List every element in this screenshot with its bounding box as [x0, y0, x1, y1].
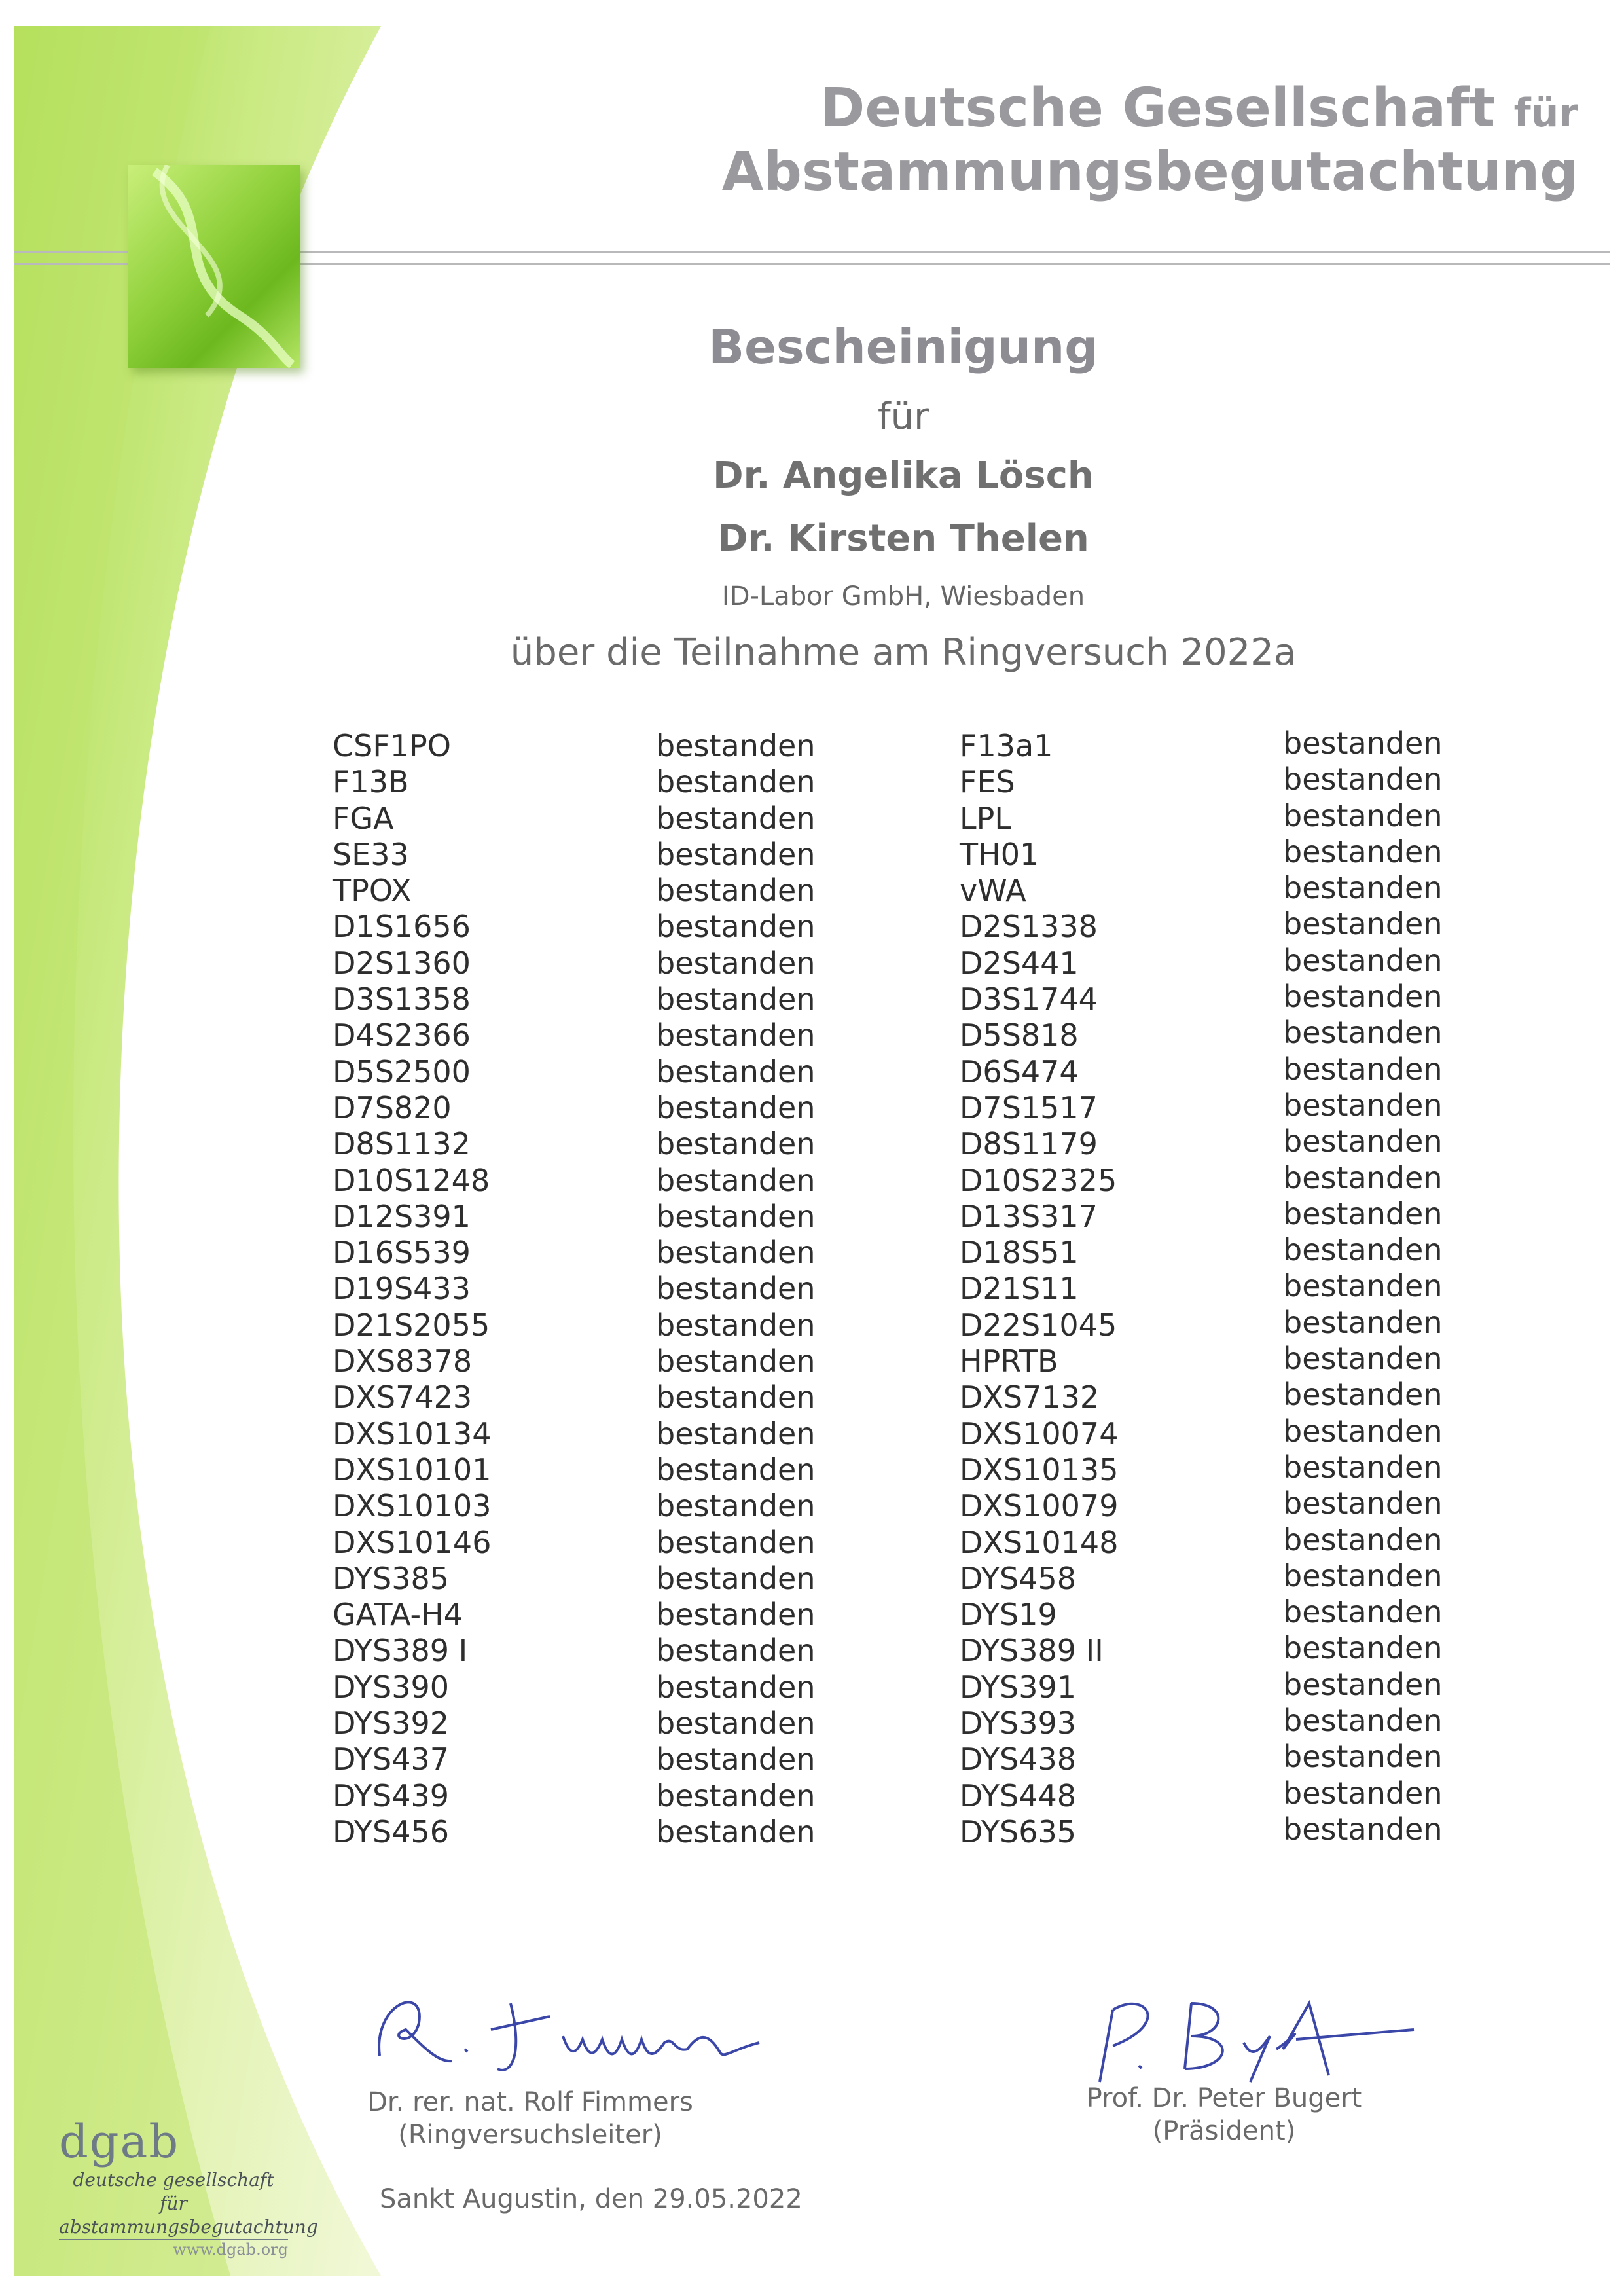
marker-name: FGA: [333, 800, 394, 836]
recipient-name-2: Dr. Kirsten Thelen: [717, 517, 1089, 560]
result-cell: bestanden: [656, 1343, 816, 1379]
marker-name: F13B: [333, 764, 409, 800]
marker-name: DXS10135: [960, 1451, 1119, 1487]
result-cell: bestanden: [1283, 1015, 1443, 1051]
result-cell: bestanden: [1283, 1195, 1443, 1231]
result-cell: bestanden: [1283, 870, 1443, 906]
result-cell: bestanden: [656, 1271, 816, 1307]
marker-list-right: [960, 728, 1118, 1850]
marker-name: D4S2366: [333, 1017, 471, 1053]
marker-name: D5S2500: [333, 1053, 471, 1089]
result-cell: bestanden: [656, 1777, 816, 1813]
result-cell: bestanden: [1283, 1811, 1443, 1847]
result-cell: bestanden: [1283, 1304, 1443, 1340]
marker-name: DYS389 I: [333, 1633, 468, 1669]
result-cell: bestanden: [1283, 1377, 1443, 1413]
result-cell: bestanden: [656, 1379, 816, 1415]
result-cell: bestanden: [1283, 1558, 1443, 1594]
marker-name: D7S820: [333, 1089, 452, 1125]
place-and-date: Sankt Augustin, den 29.05.2022: [380, 2184, 803, 2214]
result-cell: bestanden: [656, 1597, 816, 1633]
result-cell: bestanden: [1283, 725, 1443, 761]
marker-name: DYS390: [333, 1669, 450, 1705]
result-cell: bestanden: [656, 1451, 816, 1487]
marker-name: DYS458: [960, 1560, 1077, 1596]
result-cell: bestanden: [656, 1162, 816, 1198]
participation-line: über die Teilnahme am Ringversuch 2022a: [510, 631, 1297, 674]
result-cell: bestanden: [656, 909, 816, 945]
result-cell: bestanden: [656, 1235, 816, 1271]
result-cell: bestanden: [656, 1669, 816, 1705]
signatory-left: [367, 2086, 694, 2151]
marker-name: D12S391: [333, 1198, 471, 1234]
result-cell: bestanden: [1283, 942, 1443, 978]
marker-name: LPL: [960, 800, 1011, 836]
dgab-logo: [59, 2115, 318, 2259]
logo-url: www.dgab.org: [173, 2240, 288, 2259]
organization-heading: [722, 77, 1578, 204]
result-cell: bestanden: [656, 1488, 816, 1524]
marker-name: GATA-H4: [333, 1597, 463, 1633]
signature-fimmers: [367, 1977, 772, 2082]
marker-name: vWA: [960, 873, 1026, 909]
result-cell: bestanden: [1283, 1775, 1443, 1811]
marker-name: DXS10134: [333, 1415, 492, 1451]
marker-name: D21S11: [960, 1271, 1079, 1307]
result-cell: bestanden: [1283, 1666, 1443, 1702]
result-cell: bestanden: [1283, 1268, 1443, 1304]
org-name-line2: Abstammungsbegutachtung: [721, 140, 1578, 203]
marker-name: DXS7132: [960, 1379, 1100, 1415]
logo-line1: deutsche gesellschaft für: [73, 2169, 274, 2214]
marker-name: D2S1360: [333, 945, 471, 981]
signatory-left-name: Dr. rer. nat. Rolf Fimmers: [367, 2087, 693, 2117]
result-cell: bestanden: [656, 1126, 816, 1162]
marker-name: D16S539: [333, 1235, 471, 1271]
result-cell: bestanden: [1283, 1703, 1443, 1739]
result-cell: bestanden: [656, 945, 816, 981]
marker-name: D19S433: [333, 1271, 471, 1307]
result-cell: bestanden: [1283, 833, 1443, 869]
result-cell: bestanden: [656, 836, 816, 872]
marker-name: D3S1358: [333, 981, 471, 1017]
marker-name: SE33: [333, 836, 409, 872]
marker-name: D18S51: [960, 1235, 1079, 1271]
result-cell: bestanden: [1283, 1522, 1443, 1558]
marker-name: D6S474: [960, 1053, 1079, 1089]
marker-name: D10S1248: [333, 1162, 490, 1198]
marker-name: D5S818: [960, 1017, 1079, 1053]
marker-name: D21S2055: [333, 1307, 490, 1343]
result-list-right: [1283, 725, 1443, 1848]
marker-name: DYS19: [960, 1597, 1057, 1633]
result-cell: bestanden: [1283, 1485, 1443, 1522]
recipient-name-1: Dr. Angelika Lösch: [713, 454, 1094, 497]
result-cell: bestanden: [1283, 1739, 1443, 1775]
marker-name: CSF1PO: [333, 728, 451, 763]
marker-name: D13S317: [960, 1198, 1098, 1234]
result-cell: bestanden: [656, 1198, 816, 1234]
marker-name: DYS385: [333, 1560, 450, 1596]
marker-name: D10S2325: [960, 1162, 1117, 1198]
logo-line2: abstammungsbegutachtung: [59, 2215, 288, 2240]
result-cell: bestanden: [656, 1017, 816, 1053]
result-cell: bestanden: [656, 800, 816, 836]
marker-name: HPRTB: [960, 1343, 1058, 1379]
result-cell: bestanden: [1283, 1051, 1443, 1087]
logo-wordmark: dgab: [59, 2115, 180, 2168]
result-cell: bestanden: [1283, 979, 1443, 1015]
marker-name: D3S1744: [960, 981, 1098, 1017]
result-cell: bestanden: [656, 1741, 816, 1777]
signatory-left-role: (Ringversuchsleiter): [398, 2120, 662, 2150]
marker-name: DXS7423: [333, 1379, 473, 1415]
marker-name: DXS10148: [960, 1524, 1119, 1560]
result-cell: bestanden: [656, 1705, 816, 1741]
result-cell: bestanden: [1283, 1123, 1443, 1159]
marker-name: TPOX: [333, 873, 412, 909]
signature-bugert: [1087, 1984, 1427, 2088]
result-cell: bestanden: [656, 873, 816, 909]
marker-list-left: [333, 728, 491, 1850]
for-label: für: [877, 395, 929, 438]
result-cell: bestanden: [656, 981, 816, 1017]
result-cell: bestanden: [1283, 1413, 1443, 1449]
org-name-fuer: für: [1513, 90, 1578, 136]
signatory-right-role: (Präsident): [1152, 2116, 1296, 2146]
certificate-title: Bescheinigung: [708, 319, 1098, 374]
signatory-right-name: Prof. Dr. Peter Bugert: [1086, 2083, 1362, 2113]
marker-name: DYS456: [333, 1813, 450, 1850]
marker-name: DYS392: [333, 1705, 450, 1741]
result-cell: bestanden: [656, 1813, 816, 1850]
marker-name: DYS393: [960, 1705, 1077, 1741]
marker-name: DXS10101: [333, 1451, 492, 1487]
result-cell: bestanden: [1283, 1449, 1443, 1485]
result-cell: bestanden: [1283, 1341, 1443, 1377]
result-list-left: [656, 728, 816, 1850]
result-cell: bestanden: [656, 1524, 816, 1560]
marker-name: D8S1132: [333, 1126, 471, 1162]
result-cell: bestanden: [656, 1089, 816, 1125]
marker-name: DYS391: [960, 1669, 1077, 1705]
marker-name: DYS438: [960, 1741, 1077, 1777]
result-cell: bestanden: [1283, 1232, 1443, 1268]
result-cell: bestanden: [656, 728, 816, 763]
org-name-line1: Deutsche Gesellschaft: [820, 77, 1496, 139]
result-cell: bestanden: [656, 764, 816, 800]
result-cell: bestanden: [1283, 906, 1443, 942]
laboratory-name: ID-Labor GmbH, Wiesbaden: [721, 581, 1085, 611]
result-cell: bestanden: [656, 1307, 816, 1343]
marker-name: D1S1656: [333, 909, 471, 945]
marker-name: DXS8378: [333, 1343, 473, 1379]
marker-name: DYS439: [333, 1777, 450, 1813]
signatory-right: [1060, 2082, 1388, 2147]
result-cell: bestanden: [656, 1633, 816, 1669]
marker-name: DXS10074: [960, 1415, 1119, 1451]
marker-name: D8S1179: [960, 1126, 1098, 1162]
result-cell: bestanden: [1283, 797, 1443, 833]
result-cell: bestanden: [1283, 761, 1443, 797]
marker-name: D22S1045: [960, 1307, 1117, 1343]
result-cell: bestanden: [1283, 1594, 1443, 1630]
result-cell: bestanden: [1283, 1630, 1443, 1666]
marker-name: FES: [960, 764, 1015, 800]
result-cell: bestanden: [656, 1415, 816, 1451]
marker-name: DYS448: [960, 1777, 1077, 1813]
result-cell: bestanden: [1283, 1159, 1443, 1195]
marker-name: F13a1: [960, 728, 1053, 763]
marker-name: D7S1517: [960, 1089, 1098, 1125]
marker-name: D2S441: [960, 945, 1079, 981]
result-cell: bestanden: [656, 1053, 816, 1089]
marker-name: DYS635: [960, 1813, 1077, 1850]
marker-name: DYS389 II: [960, 1633, 1104, 1669]
marker-name: TH01: [960, 836, 1039, 872]
result-cell: bestanden: [656, 1560, 816, 1596]
marker-name: D2S1338: [960, 909, 1098, 945]
marker-name: DXS10079: [960, 1488, 1119, 1524]
marker-name: DXS10103: [333, 1488, 492, 1524]
marker-name: DXS10146: [333, 1524, 492, 1560]
marker-name: DYS437: [333, 1741, 450, 1777]
result-cell: bestanden: [1283, 1087, 1443, 1123]
